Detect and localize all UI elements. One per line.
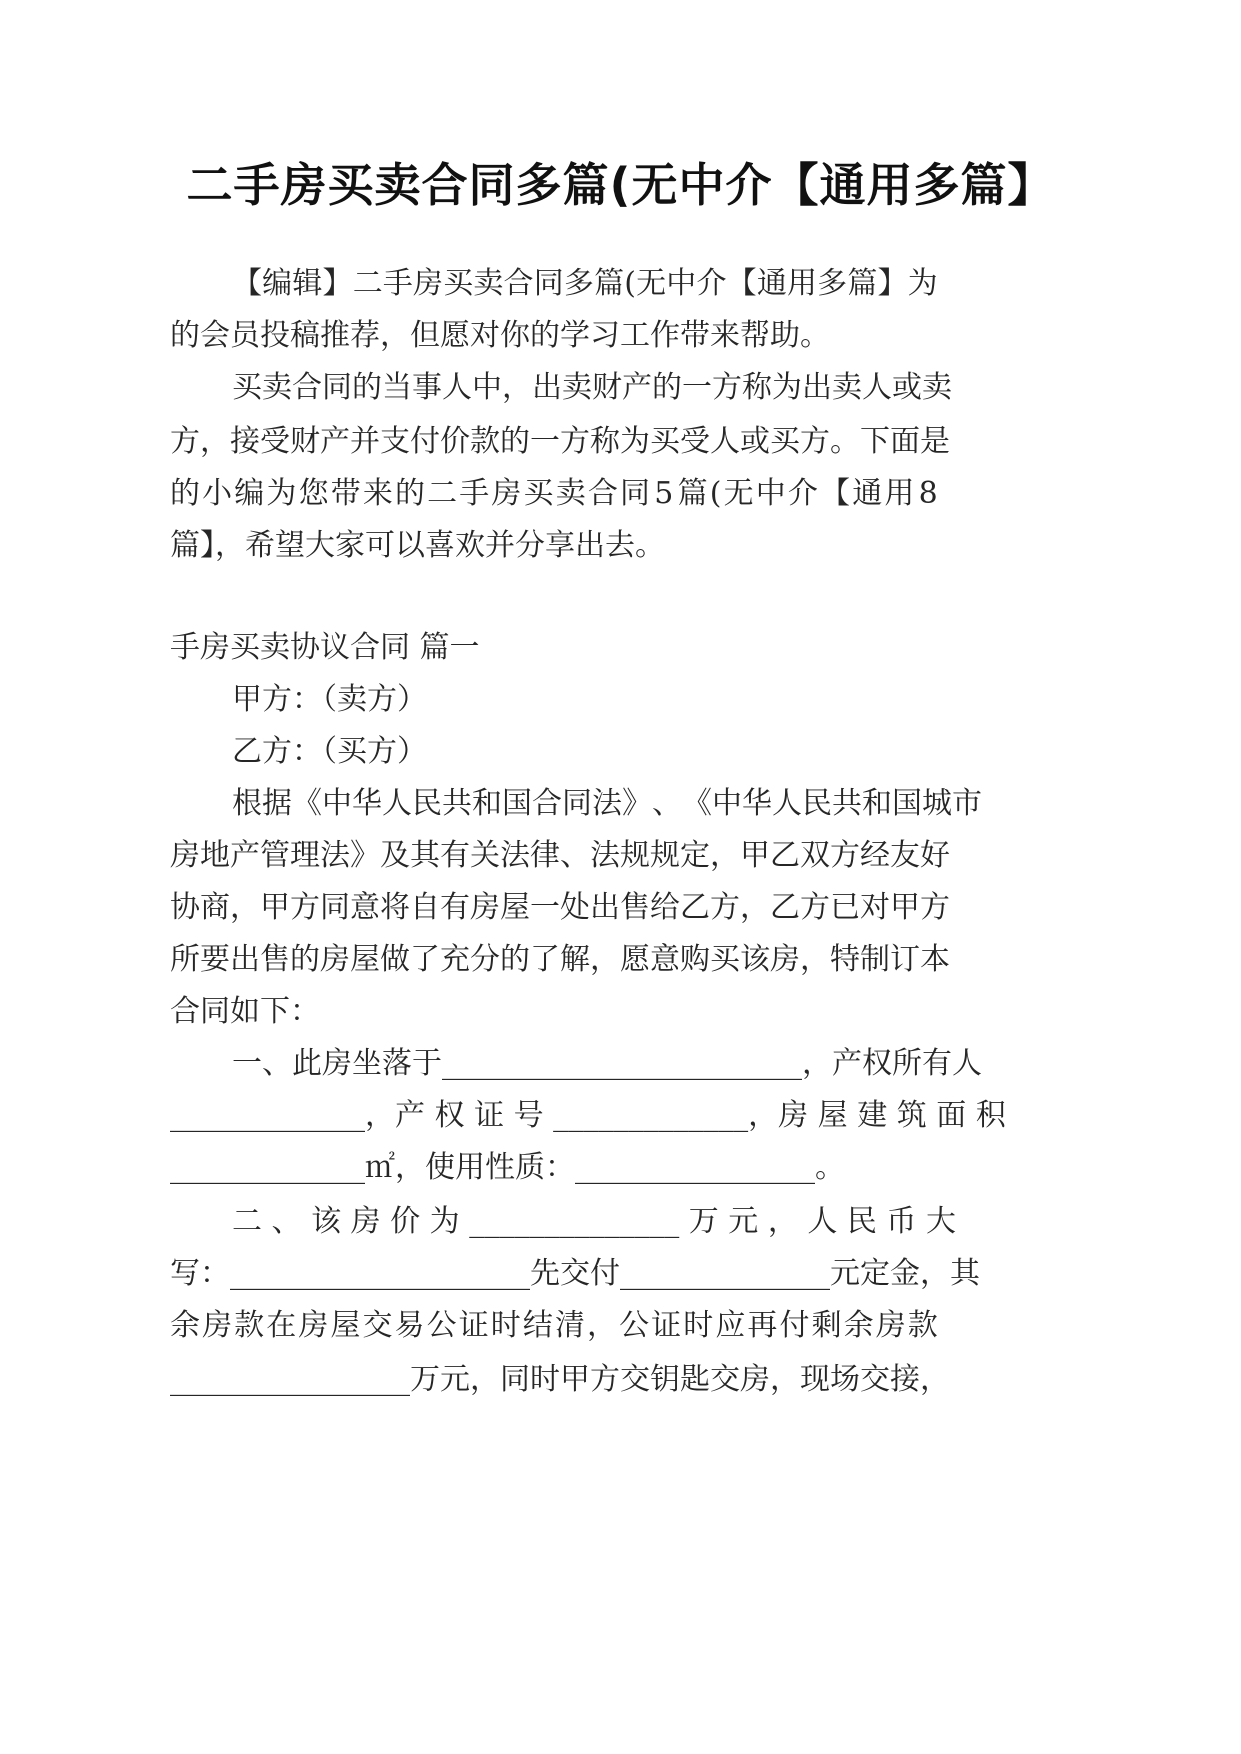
preamble-line-1: 根 据 《 中 华 人 民 共 和 国 合 同 法 》 、 《 中 华 人 民 共 和 国 城 市 bbox=[232, 786, 982, 821]
clause-1-line-2: _____________，产 权 证 号 _____________，房 屋 建 筑 面 积 bbox=[170, 1098, 1006, 1133]
section-heading: 手房买卖协议合同 篇一 bbox=[170, 630, 480, 665]
clause-2-line-3: 余 房 款 在 房 屋 交 易 公 证 时 结 清 ， 公 证 时 应 再 付 剩 余 房 款 bbox=[170, 1308, 938, 1343]
clause-2-line-4: ________________万元，同时甲方交钥匙交房，现场交接， bbox=[170, 1362, 950, 1397]
preamble-line-2: 房 地 产 管 理 法 》 及 其 有 关 法 律 、 法 规 规 定 ， 甲 乙 双 方 经 友 好 bbox=[170, 838, 950, 873]
para2-line-2: 方 ， 接 受 财 产 并 支 付 价 款 的 一 方 称 为 买 受 人 或 买 方 。 下 面 是 bbox=[170, 424, 950, 459]
party-a: 甲方：（卖方） bbox=[232, 682, 427, 717]
clause-1-line-1: 一、此房坐落于________________________，产权所有人 bbox=[232, 1046, 982, 1081]
para2-line-3: 的 小 编 为 您 带 来 的 二 手 房 买 卖 合 同 5 篇 ( 无 中 介 【 通 用 8 bbox=[170, 476, 938, 511]
para2-line-4: 篇】，希望大家可以喜欢并分享出去。 bbox=[170, 528, 665, 563]
document-title: 二手房买卖合同多篇(无中介【通用多篇】 bbox=[186, 158, 1055, 212]
para2-line-1: 买 卖 合 同 的 当 事 人 中 ， 出 卖 财 产 的 一 方 称 为 出 卖 人 或 卖 bbox=[232, 370, 952, 405]
clause-1-line-3: _____________㎡，使用性质：________________。 bbox=[170, 1150, 845, 1185]
party-b: 乙方：（买方） bbox=[232, 734, 427, 769]
clause-2-line-2: 写：____________________先交付______________元定金，其 bbox=[170, 1256, 980, 1291]
preamble-line-4: 所 要 出 售 的 房 屋 做 了 充 分 的 了 解 ， 愿 意 购 买 该 房 ， 特 制 订 本 bbox=[170, 942, 950, 977]
clause-2-line-1: 二 、 该 房 价 为 ______________ 万 元 ， 人 民 币 大 bbox=[232, 1204, 956, 1239]
preamble-line-3: 协 商 ， 甲 方 同 意 将 自 有 房 屋 一 处 出 售 给 乙 方 ， 乙 方 已 对 甲 方 bbox=[170, 890, 950, 925]
intro-line-2: 的会员投稿推荐，但愿对你的学习工作带来帮助。 bbox=[170, 318, 830, 353]
preamble-line-5: 合同如下： bbox=[170, 994, 320, 1029]
intro-line-1: 【 编 辑 】 二 手 房 买 卖 合 同 多 篇 ( 无 中 介 【 通 用 多 篇 】 为 bbox=[232, 266, 938, 301]
